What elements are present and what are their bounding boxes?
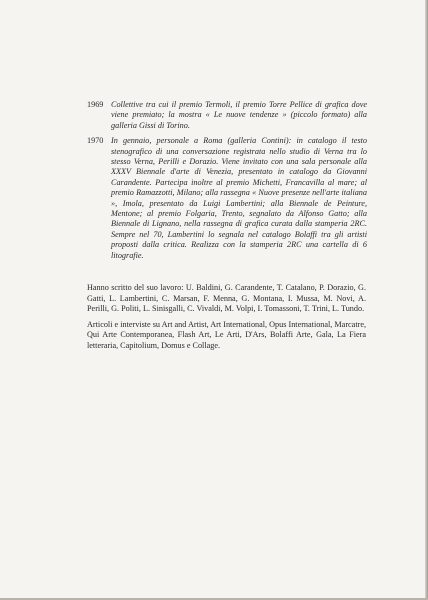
publications-paragraph: Articoli e interviste su Art and Artist, Art International, Opus International, Marcatre, Qui Arte Contemporanea, Flash Art, Le Arti, D'Ars, Bolaffi Arte, Gala, La Fiera letteraria, Capitolium, Domus e Collage. bbox=[87, 319, 366, 350]
chronology-section bbox=[87, 100, 367, 266]
chronology-entry-1970 bbox=[87, 136, 367, 261]
notes-section bbox=[87, 283, 366, 357]
entry-text: Collettive tra cui il premio Termoli, il premio Torre Pellice di grafica dove viene premiato; la mostra « Le nuove tendenze » (piccolo formato) alla galleria Gissi di Torino. bbox=[111, 100, 367, 130]
critics-paragraph: Hanno scritto del suo lavoro: U. Baldini, G. Carandente, T. Catalano, P. Dorazio, G. Gatti, L. Lambertini, C. Marsan, F. Menna, G. Montana, I. Mussa, M. Novi, A. Perilli, G. Politi, L. Sinisgalli, C. Vivaldi, M. Volpi, I. Tomassoni, T. Trini, L. Tundo. bbox=[87, 283, 366, 314]
entry-text: In gennaio, personale a Roma (galleria Contini): in catalogo il testo stenografico di una conversazione registrata nello studio di Verna tra lo stesso Verna, Perilli e Dorazio. Viene invitato con una sala personale alla XXXV Biennale d'arte di Venezia, presentato in catalogo da Giovanni Carandente. Partecipa inoltre al premio Michetti, Francavilla al mare; al premio Ramazzotti, Milano; alla rassegna « Nuove presenze nell'arte italiana », Imola, presentato da Luigi Lambertini; alla Biennale de Peinture, Mentone; al premio Folgaria, Trento, segnalato da Alfonso Gatto; alla Biennale di Lignano, nella rassegna di grafica curata dalla stamperia 2RC. Sempre nel 70, Lambertini lo segnala nel catalogo Bolaffi tra gli artisti proposti dalla critica. Realizza con la stamperia 2RC una cartella di 6 litografie. bbox=[111, 136, 367, 260]
chronology-entry-1969 bbox=[87, 100, 367, 131]
entry-year: 1969 bbox=[87, 100, 104, 109]
entry-year: 1970 bbox=[87, 136, 104, 146]
